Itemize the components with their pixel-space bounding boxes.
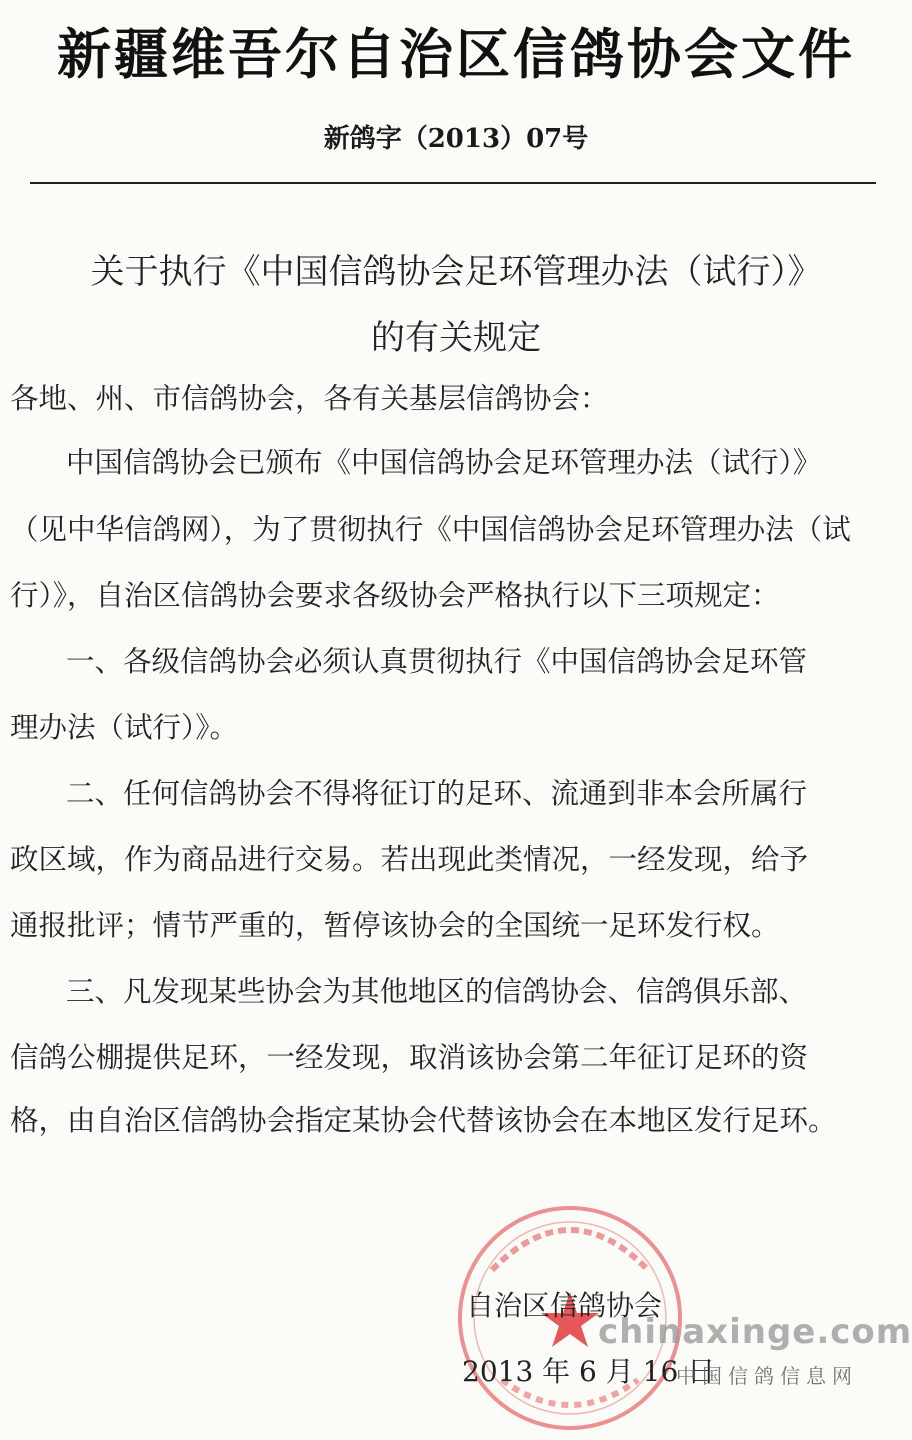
document-title-line-2: 的有关规定 [371,318,541,358]
clause-2-line: 通报批评；情节严重的，暂停该协会的全国统一足环发行权。 [10,909,780,942]
clause-2-line: 政区域，作为商品进行交易。若出现此类情况，一经发现，给予 [10,843,809,876]
body-line: 行）》，自治区信鸽协会要求各级协会严格执行以下三项规定： [10,579,780,612]
clause-3-line: 格，由自治区信鸽协会指定某协会代替该协会在本地区发行足环。 [10,1104,837,1137]
document-header-title: 新疆维吾尔自治区信鸽协会文件 [57,23,855,86]
clause-1-line: 理办法（试行）》。 [10,711,239,744]
clause-3-line: 信鸽公棚提供足环，一经发现，取消该协会第二年征订足环的资 [10,1041,809,1074]
watermark-url: chinaxinge.com [598,1312,912,1352]
clause-3-line: 三、凡发现某些协会为其他地区的信鸽协会、信鸽俱乐部、 [66,975,808,1008]
salutation: 各地、州、市信鸽协会，各有关基层信鸽协会： [10,382,609,415]
document-number: 新鸽字（2013）07号 [323,124,589,154]
header-divider [30,182,876,184]
clause-1-line: 一、各级信鸽协会必须认真贯彻执行《中国信鸽协会足环管 [66,645,808,678]
body-line: 中国信鸽协会已颁布《中国信鸽协会足环管理办法（试行）》 [66,446,822,479]
watermark-site-name: 中国信鸽信息网 [676,1364,858,1388]
document-title-line-1: 关于执行《中国信鸽协会足环管理办法（试行）》 [90,252,822,292]
body-line: （见中华信鸽网），为了贯彻执行《中国信鸽协会足环管理办法（试 [10,513,851,546]
signature-organization: 自治区信鸽协会 [466,1289,663,1322]
signature-date: 2013 年 6 月 16 日 [462,1355,716,1388]
clause-2-line: 二、任何信鸽协会不得将征订的足环、流通到非本会所属行 [66,777,808,810]
